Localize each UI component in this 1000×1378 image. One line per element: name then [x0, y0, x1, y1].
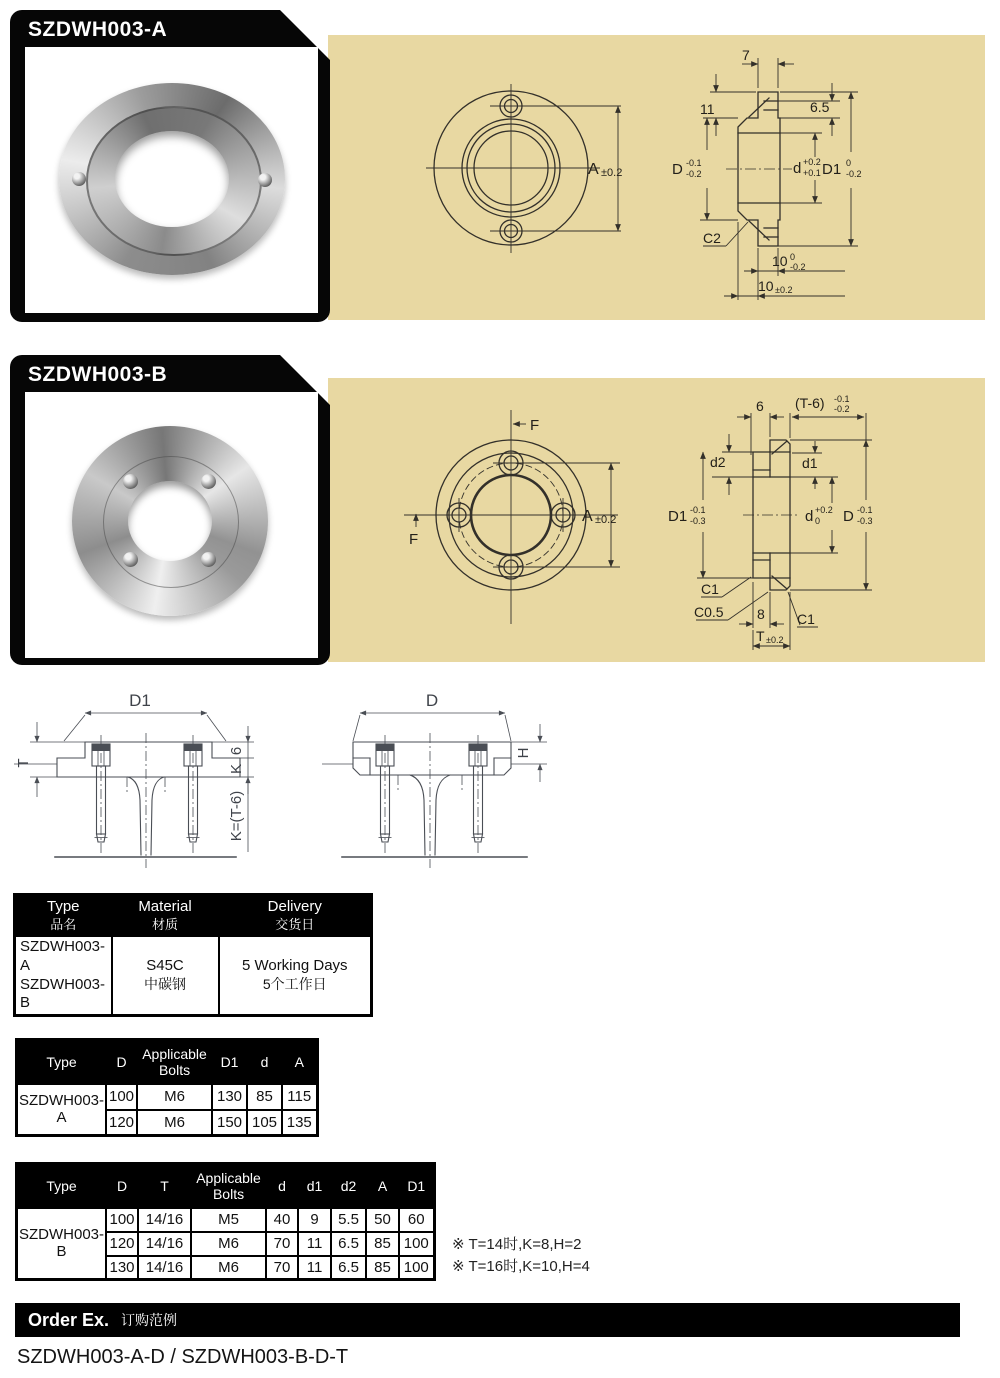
dim-10b-tol: ±0.2	[775, 285, 793, 295]
dim-D1: D1	[822, 161, 842, 178]
dim-D-b-sup: -0.1	[857, 505, 873, 515]
ring-hole-left	[72, 172, 86, 186]
dim-d: d	[793, 160, 802, 177]
dim-D-b: D	[843, 508, 854, 525]
dim-D1-b: D1	[668, 508, 688, 525]
install-right-d: D	[425, 691, 439, 710]
tb-h-d1s: d1	[298, 1164, 331, 1208]
product-box-b	[10, 355, 330, 665]
note-line: ※ T=16时,K=10,H=4	[452, 1257, 590, 1275]
disc-hole-sw	[123, 552, 138, 567]
ring-bore	[115, 131, 229, 227]
install-left-part	[55, 742, 240, 857]
dim-d-sup: +0.2	[803, 157, 821, 167]
install-left-hidden	[127, 733, 165, 868]
chamfer-c1-lower: C1	[797, 611, 815, 627]
install-left-ext	[14, 715, 254, 777]
dim-D-b-sub: -0.3	[857, 516, 873, 526]
dim-D1-b-sup: -0.1	[690, 505, 706, 515]
drawing-a-side	[665, 30, 985, 310]
dim-t6: (T-6)	[795, 395, 825, 411]
dim-10b: 10	[758, 278, 774, 294]
note-line: ※ T=14时,K=8,H=2	[452, 1236, 582, 1253]
product-photo-b	[25, 392, 318, 658]
chamfer-c05: C0.5	[694, 604, 724, 620]
dim-d2: d2	[710, 454, 726, 470]
disc-hole-se	[201, 552, 216, 567]
dim-a-tol-b: ±0.2	[595, 514, 617, 526]
dim-T-tol: ±0.2	[766, 635, 784, 645]
ta-h-d: D	[106, 1040, 137, 1084]
dim-D-sub: -0.2	[686, 169, 702, 179]
dim-d-b-sup: +0.2	[815, 505, 833, 515]
col-type: Type 品名	[15, 895, 112, 937]
chamfer-c1-upper: C1	[701, 581, 719, 597]
dim-t6-sup: -0.1	[834, 394, 850, 404]
table-row: 130 14/16 M6 70 11 6.5 85 100	[17, 1256, 435, 1280]
dim-10a-sup: 0	[790, 252, 796, 262]
dim-11: 11	[700, 101, 715, 117]
ta-h-a: A	[282, 1040, 317, 1084]
ta-h-type: Type	[17, 1040, 107, 1084]
dim-D: D	[672, 161, 683, 178]
tb-h-d2s: d2	[331, 1164, 366, 1208]
drawing-b-front	[392, 395, 662, 657]
table-row: SZDWH003-A 100 M6 130 85 115	[17, 1084, 318, 1110]
flange-ring-photo	[59, 83, 285, 275]
tb-h-d: D	[106, 1164, 138, 1208]
cap-screw	[376, 735, 394, 854]
cap-screw	[469, 735, 487, 854]
product-photo-a	[25, 47, 318, 313]
order-label-zh: 订购范例	[121, 1312, 178, 1328]
dim-d1: d1	[802, 455, 818, 471]
disc-hole-nw	[123, 474, 138, 489]
tb-h-t: T	[138, 1164, 191, 1208]
tb-h-bolts: Applicable Bolts	[191, 1164, 266, 1208]
install-left-6: 6	[228, 746, 245, 756]
tb-h-a: A	[366, 1164, 399, 1208]
type-cell: SZDWH003-A SZDWH003-B	[15, 936, 112, 1016]
install-left-d1: D1	[129, 691, 151, 710]
cap-screw	[184, 735, 202, 854]
col-material: Material 材质	[112, 895, 219, 937]
tb-h-d1: D1	[399, 1164, 434, 1208]
product-title-a: SZDWH003-A	[28, 18, 168, 41]
dim-D1-sub: -0.2	[846, 169, 862, 179]
dim-d-b-sub: 0	[815, 516, 821, 526]
install-right-part	[342, 742, 527, 857]
chamfer-c2: C2	[703, 230, 721, 246]
dim-D1-sup: 0	[846, 158, 852, 168]
dim-6: 6	[756, 398, 764, 414]
f-label-top: F	[530, 417, 540, 434]
dim-a-label: A	[588, 161, 599, 178]
drawing-install-left	[8, 685, 288, 877]
install-left-t: T	[15, 758, 32, 768]
dim-T: T	[756, 628, 765, 644]
order-label-en: Order Ex.	[28, 1309, 110, 1330]
dimension-table-b	[15, 1162, 436, 1281]
notes	[452, 1234, 590, 1278]
product-box-a	[10, 10, 330, 322]
ta-type: SZDWH003-A	[17, 1084, 107, 1136]
install-left-eq: K=(T-6)	[228, 790, 245, 842]
dim-7: 7	[742, 47, 750, 63]
cap-screw	[92, 735, 110, 854]
drawing-a-front	[385, 40, 657, 295]
dim-d-b: d	[805, 508, 814, 525]
disc-photo	[72, 426, 268, 616]
install-right-h: H	[515, 747, 532, 759]
dim-10a: 10	[772, 253, 788, 269]
dim-a-tol: ±0.2	[601, 167, 623, 179]
ta-h-dd: d	[247, 1040, 282, 1084]
dim-a-label-b: A	[582, 508, 593, 525]
dim-8: 8	[757, 606, 765, 622]
install-left-k: K	[228, 763, 245, 775]
dim-D-sup: -0.1	[686, 158, 702, 168]
tb-h-type: Type	[17, 1164, 107, 1208]
ta-h-d1: D1	[212, 1040, 247, 1084]
tb-type: SZDWH003-B	[17, 1208, 107, 1280]
dim-t6-sub: -0.2	[834, 404, 850, 414]
dimension-table-a	[15, 1038, 319, 1137]
tb-h-dd: d	[266, 1164, 298, 1208]
dim-D1-b-sub: -0.3	[690, 516, 706, 526]
f-label-left: F	[409, 531, 419, 548]
install-right-ext	[322, 715, 547, 764]
dim-6-5: 6.5	[810, 99, 830, 115]
order-example-bar	[15, 1303, 960, 1337]
table-row: 120 M6 150 105 135	[17, 1110, 318, 1136]
spec-table	[13, 893, 373, 1017]
disc-hole-ne	[201, 474, 216, 489]
material-cell: S45C 中碳钢	[112, 936, 219, 1016]
ta-h-bolts: Applicable Bolts	[137, 1040, 212, 1084]
table-row: 120 14/16 M6 70 11 6.5 85 100	[17, 1232, 435, 1256]
col-delivery: Delivery 交货日	[219, 895, 372, 937]
disc-bore	[128, 481, 212, 561]
install-right-hidden	[398, 733, 462, 868]
order-example-text: SZDWH003-A-D / SZDWH003-B-D-T	[17, 1346, 349, 1368]
product-title-b: SZDWH003-B	[28, 363, 168, 386]
drawing-b-side	[665, 390, 985, 658]
ring-hole-right	[258, 173, 272, 187]
dim-10a-sub: -0.2	[790, 262, 806, 272]
dim-d-sub: +0.1	[803, 168, 821, 178]
table-row: SZDWH003-B 100 14/16 M5 40 9 5.5 50 60	[17, 1208, 435, 1232]
drawing-install-right	[298, 685, 568, 877]
delivery-cell: 5 Working Days 5个工作日	[219, 936, 372, 1016]
